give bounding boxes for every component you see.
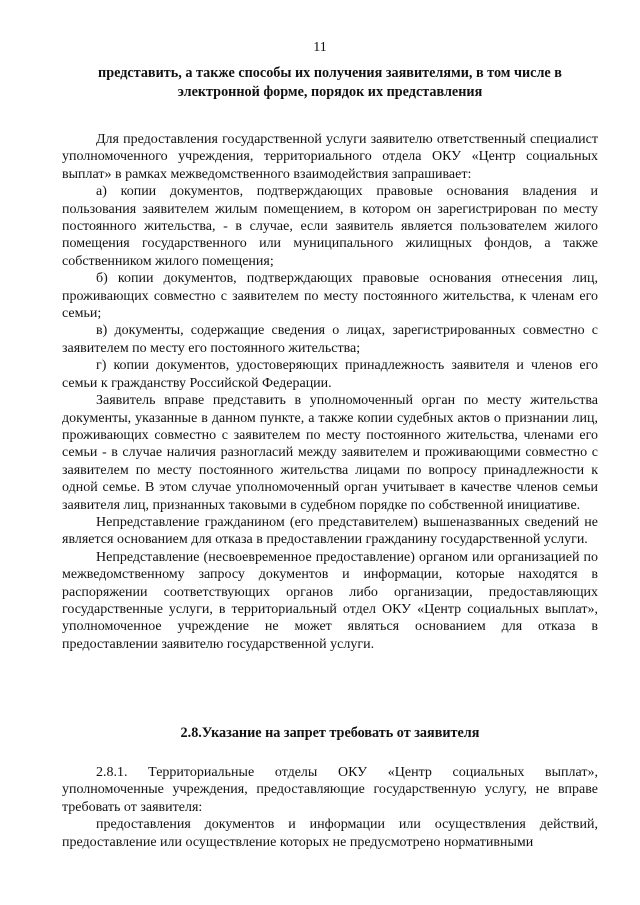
paragraph-item-b: б) копии документов, подтверждающих правовые основания отнесения лиц, проживающих совместно с заявителем по месту постоянного жительства, к членам его семьи; <box>62 271 598 322</box>
paragraph-applicant-right: Заявитель вправе представить в уполномоченный орган по месту жительства документы, указанные в данном пункте, а также копии судебных актов о признании лиц, проживающих совместно с заявителем по месту постоянного жительства, членами его семьи - в случае наличия разногласий между заявителем и проживающими совместно с заявителем по месту постоянного жительства лицами по вопросу принадлежности к одной семье. В этом случае уполномоченный орган учитывает в качестве членов семьи заявителя лиц, признанных таковыми в судебном порядке по собственной инициативе. <box>62 393 598 513</box>
section-heading: 2.8.Указание на запрет требовать от заявителя <box>180 725 480 741</box>
paragraph-item-g: г) копии документов, удостоверяющих принадлежность заявителя и членов его семьи к гражданству Российской Федерации. <box>62 358 598 391</box>
heading-continuation: представить, а также способы их получения заявителями, в том числе в электронной форме, порядок их представления <box>98 65 562 100</box>
paragraph-intro: Для предоставления государственной услуги заявителю ответственный специалист уполномоченного учреждения, территориального отдела ОКУ «Центр социальных выплат» в рамках межведомственного взаимодействия запрашивает: <box>62 132 598 182</box>
paragraph-2-8-1: 2.8.1. Территориальные отделы ОКУ «Центр социальных выплат», уполномоченные учреждения, предоставляющие государственную услугу, не вправе требовать от заявителя: <box>62 765 598 815</box>
paragraph-item-v: в) документы, содержащие сведения о лицах, зарегистрированных совместно с заявителем по месту его постоянного жительства; <box>62 323 598 356</box>
paragraph-interagency: Непредставление (несвоевременное предоставление) органом или организацией по межведомственному запросу документов и информации, которые находятся в распоряжении соответствующих органов либо организации, предоставляющих государственные услуги, в территориальный отдел ОКУ «Центр социальных выплат», уполномоченное учреждение не может являться основанием для отказа в предоставлении заявителю государственной услуги. <box>62 549 598 652</box>
paragraph-prohibition: предоставления документов и информации или осуществления действий, предоставление или осуществление которых не предусмотрено нормативными <box>62 817 598 850</box>
body-text-block-1 <box>62 131 598 653</box>
body-text-block-2 <box>62 764 598 851</box>
paragraph-item-a: а) копии документов, подтверждающих правовые основания владения и пользования заявителем жилым помещением, в котором он зарегистрирован по месту постоянного жительства, - в случае, если заявитель является пользователем жилого помещения государственного или муниципального жилищных фондов, а также собственником жилого помещения; <box>62 184 598 269</box>
page-number: 11 <box>313 40 327 55</box>
paragraph-non-submission: Непредставление гражданином (его представителем) вышеназванных сведений не является основанием для отказа в предоставлении гражданину государственной услуги. <box>62 514 598 548</box>
